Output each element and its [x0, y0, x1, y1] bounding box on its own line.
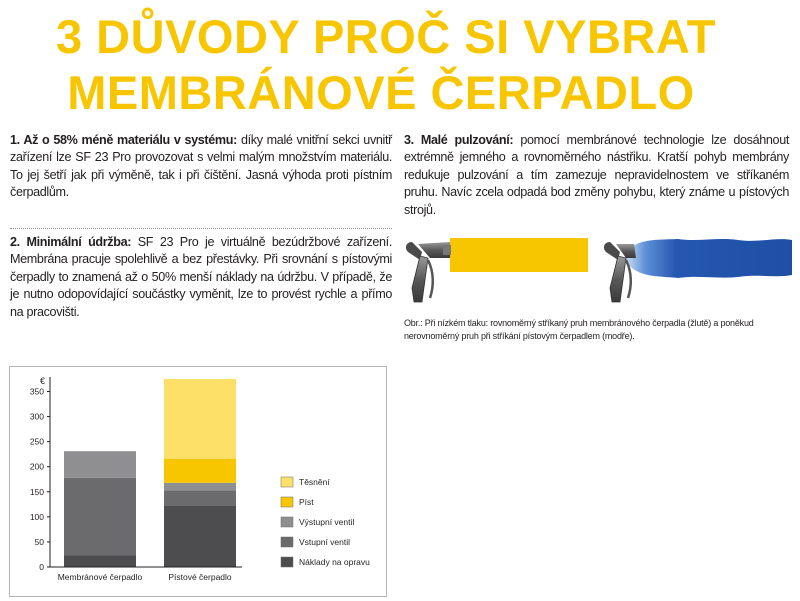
bar-segment: [64, 478, 136, 556]
bar-segment: [164, 459, 236, 483]
bar-segment: [164, 379, 236, 459]
page-title-line-1: 3 DŮVODY PROČ SI VYBRAT: [55, 10, 717, 63]
y-tick-label: 250: [29, 436, 44, 447]
bar-segment: [64, 451, 136, 478]
y-tick-label: 50: [34, 536, 44, 547]
spray-comparison-illustration: [398, 228, 794, 310]
reason-3-body: pomocí membránové technologie lze dosáhnout extrémně jemného a rovnoměrného nástřiku. Kratší pohyb membrány redukuje pulzování a tím zamezuje nepravidelnostem ve stříkaném pruhu. Navíc zcela odpadá bod změny pohybu, který známe u pístových strojů.: [404, 133, 789, 217]
figure-caption: Obr.: Při nízkém tlaku: rovnoměrný stříkaný pruh membránového čerpadla (žlutě) a poněkud nerovnoměrný pruh při stříkání pístovým čerpadlem (modře).: [404, 318, 754, 341]
reason-3: [404, 132, 789, 219]
reason-1: [10, 132, 392, 202]
membrane-spray-stripe: [450, 238, 588, 272]
page-title-line-2: MEMBRÁNOVÉ ČERPADLO: [67, 66, 695, 119]
bar-segment: [64, 555, 136, 567]
spray-gun-icon: [604, 242, 636, 302]
x-category-label: Pístové čerpadlo: [168, 572, 232, 582]
legend-label: Náklady na opravu: [299, 557, 370, 567]
reason-2-heading: 2. Minimální údržba:: [10, 235, 132, 249]
legend-swatch: [281, 497, 293, 507]
legend-swatch: [281, 477, 293, 487]
reason-1-heading: 1. Až o 58% méně materiálu v systému:: [10, 133, 237, 147]
legend-label: Těsnění: [299, 477, 330, 487]
y-tick-label: 100: [29, 511, 44, 522]
bar-segment: [164, 505, 236, 567]
spray-gun-icon: [406, 242, 451, 302]
chart-canvas: [10, 367, 386, 596]
y-axis-unit: €: [39, 376, 45, 386]
cost-comparison-chart: [9, 366, 387, 597]
x-category-label: Membránové čerpadlo: [57, 572, 143, 582]
y-tick-label: 350: [29, 386, 44, 397]
section-divider: [10, 228, 392, 229]
reason-1-body: díky malé vnitřní sekci uvnitř zařízení lze SF 23 Pro provozovat s velmi malým množstvím materiálu. To jej šetří jak při výměně, tak i při čištění. Jasná výhoda proti pístním čerpadlům.: [10, 133, 393, 200]
y-tick-label: 300: [29, 411, 44, 422]
reason-2: [10, 234, 392, 321]
reason-2-body: SF 23 Pro je virtuálně bezúdržbové zařízení. Membrána pracuje spolehlivě a bez přestávky. Při srovnání s pístovými čerpadly to znamená až o 50% menší náklady na údržbu. V případě, že je nutno odopovídající součástky vyměnit, lze to provést rychle a přímo na pracovišti.: [10, 235, 392, 319]
legend-label: Vstupní ventil: [299, 537, 351, 547]
legend-swatch: [281, 557, 293, 567]
y-tick-label: 150: [29, 486, 44, 497]
bar-segment: [164, 490, 236, 505]
reason-3-heading: 3. Malé pulzování:: [404, 133, 514, 147]
legend-label: Píst: [299, 497, 314, 507]
y-tick-label: 200: [29, 461, 44, 472]
legend-swatch: [281, 537, 293, 547]
legend-swatch: [281, 517, 293, 527]
legend-label: Výstupní ventil: [299, 517, 355, 527]
bar-segment: [164, 483, 236, 491]
y-tick-label: 0: [39, 562, 44, 572]
piston-spray-stripe: [626, 239, 792, 278]
